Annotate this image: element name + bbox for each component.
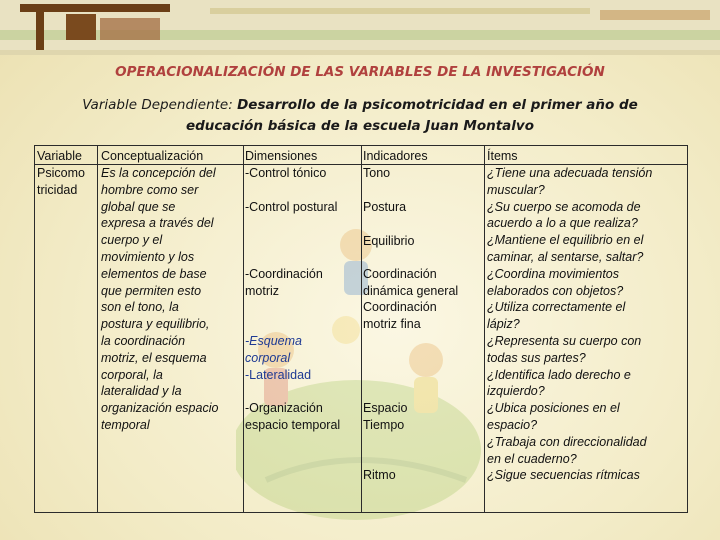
column-divider — [484, 146, 485, 512]
variable-value: Psicomo tricidad — [37, 166, 85, 197]
dimension-control-postural: -Control postural — [245, 200, 338, 214]
dimension-organizacion-espacio-temporal: -Organización espacio temporal — [245, 401, 341, 432]
dimension-control-tonico: -Control tónico — [245, 166, 327, 180]
indicator-espacio-tiempo: Espacio Tiempo — [363, 401, 408, 432]
subtitle — [60, 95, 660, 137]
slide-title: OPERACIONALIZACIÓN DE LAS VARIABLES DE LA INVESTIGACIÓN — [115, 64, 605, 80]
column-divider — [243, 146, 244, 512]
column-divider — [97, 146, 98, 512]
indicator-ritmo: Ritmo — [363, 468, 396, 482]
header-items: Ítems — [487, 149, 518, 163]
indicator-coordinacion-motriz-fina: Coordinación motriz fina — [363, 300, 437, 331]
column-divider — [361, 146, 362, 512]
variables-table — [34, 145, 688, 513]
indicator-postura: Postura — [363, 200, 407, 214]
subtitle-rest-line1: Desarrollo de la psicomotricidad en el primer año de — [237, 97, 638, 113]
subtitle-lead: Variable Dependiente: — [82, 97, 238, 113]
header-indicadores: Indicadores — [363, 149, 428, 163]
dimension-esquema-corporal: -Esquema corporal — [245, 334, 302, 365]
dimension-coordinacion-motriz: -Coordinación motriz — [245, 267, 323, 298]
header-dimensiones: Dimensiones — [245, 149, 318, 163]
subtitle-line2: educación básica de la escuela Juan Montalvo — [185, 118, 534, 134]
dimension-lateralidad: -Lateralidad — [245, 368, 312, 382]
indicator-tono: Tono — [363, 166, 391, 180]
header-conceptualizacion: Conceptualización — [101, 149, 204, 163]
decorative-banner — [0, 0, 720, 55]
indicator-coordinacion-dinamica-general: Coordinación dinámica general — [363, 267, 459, 298]
conceptualizacion-text: Es la concepción del hombre como ser global que se expresa a través del cuerpo y el movimiento y los elementos de base que permiten esto son el tono, la postura y equilibrio, la coordinación motriz, el esquema corporal, la lateralidad y la organización espacio temporal — [101, 166, 219, 432]
header-variable: Variable — [37, 149, 82, 163]
indicator-equilibrio: Equilibrio — [363, 234, 415, 248]
items-questions: ¿Tiene una adecuada tensión muscular? ¿Su cuerpo se acomoda de acuerdo a lo a que realiza? ¿Mantiene el equilibrio en el caminar, al sentarse, saltar? ¿Coordina movimientos elaborados con objetos? ¿Utiliza correctamente el lápiz? ¿Representa su cuerpo con todas sus partes? ¿Identifica lado derecho e izquierdo? ¿Ubica posiciones en el espacio? ¿Trabaja con direccionalidad en el cuaderno? ¿Sigue secuencias rítmicas — [487, 166, 653, 483]
